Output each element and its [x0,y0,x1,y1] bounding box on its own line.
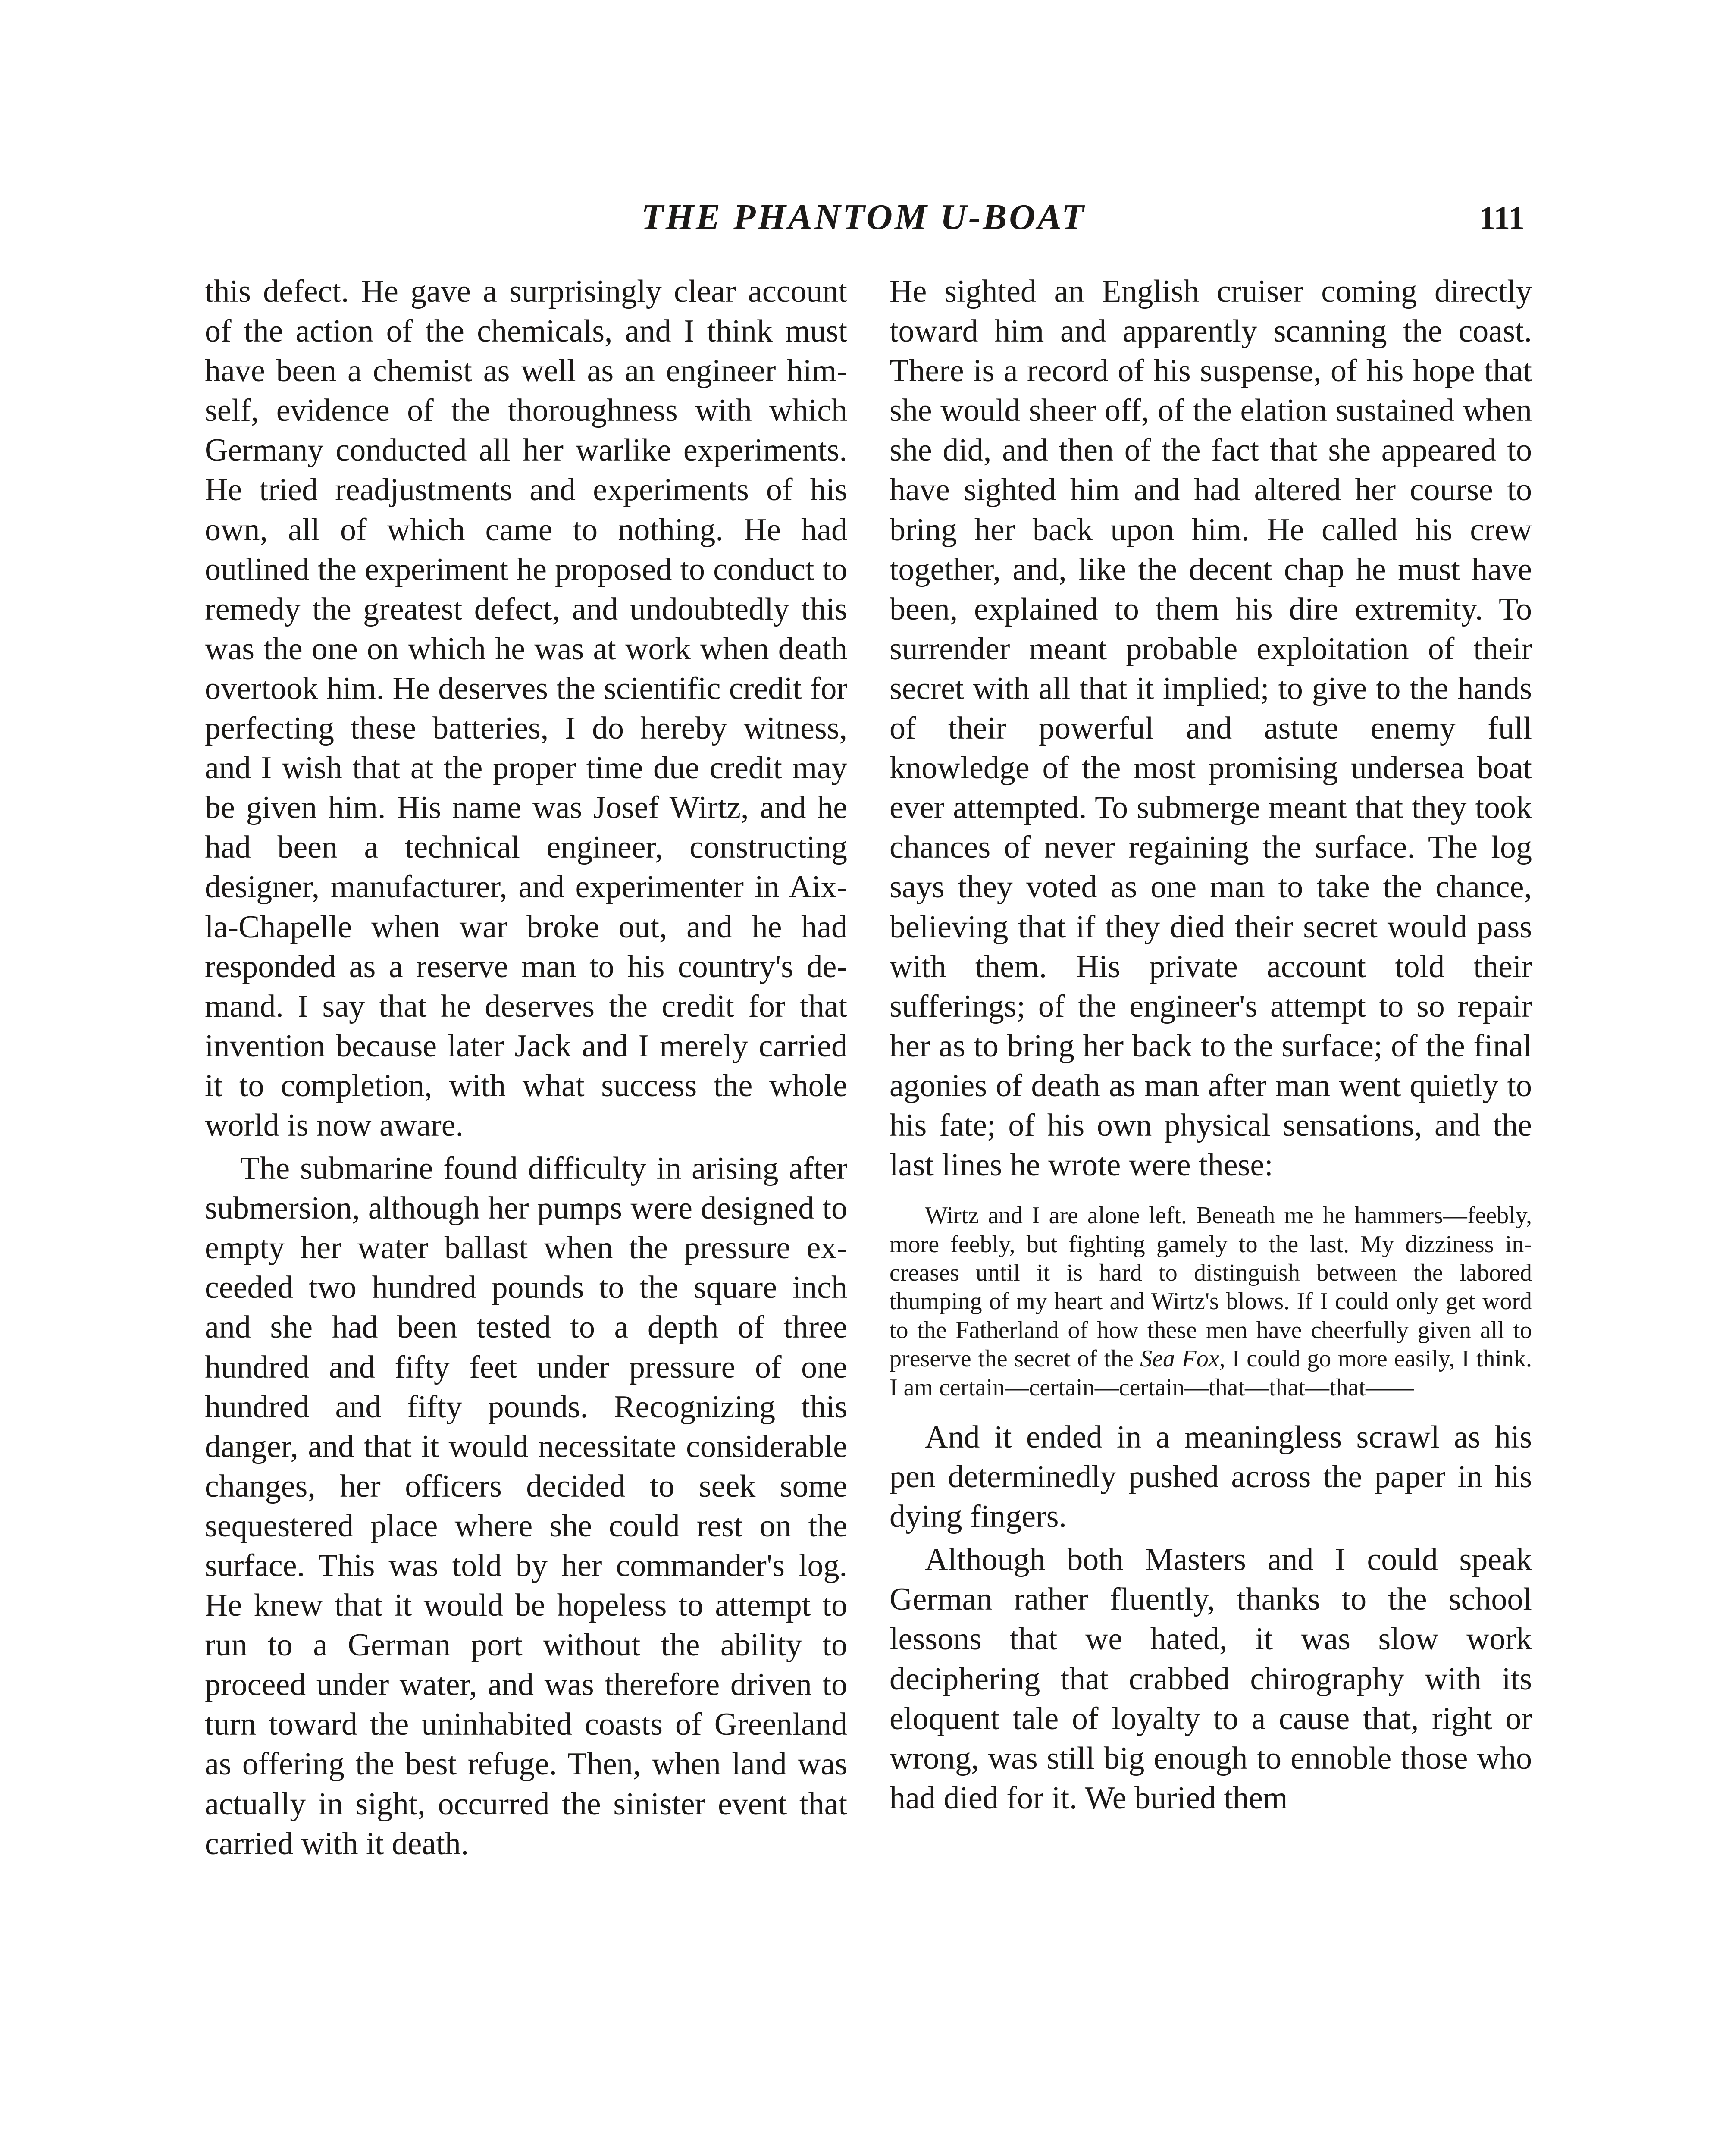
right-paragraph-3: Although both Masters and I could speak German rather fluently, thanks to the school lessons that we hated, it was slow work deciphering that crabbed chirography with its eloquent tale of loyalty to a cause that, right or wrong, was still big enough to ennoble those who had died for it. We buried them [890,1542,1532,1816]
ship-name: Sea Fox, [1140,1345,1225,1373]
right-paragraph-1: He sighted an English cruiser coming directly toward him and apparently scanning the coast. There is a record of his suspense, of his hope that she would sheer off, of the elation sustained when she did, and then of the fact that she appeared to have sighted him and had altered her course to bring her back upon him. He called his crew together, and, like the decent chap he must have been, explained to them his dire extremity. To surrender meant probable exploitation of their secret with all that it implied; to give to the hands of their powerful and astute enemy full knowledge of the most promising undersea boat ever attempted. To submerge meant that they took chances of never regaining the surface. The log says they voted as one man to take the chance, believing that if they died their secret would pass with them. His private account told their sufferings; of the engineer's attempt to so repair her as to bring her back to the surface; of the final agonies of death as man after man went quietly to his fate; of his own physical sensations, and the last lines he wrote were these: [890,274,1532,1183]
running-title: THE PHANTOM U-BOAT [641,197,1086,237]
running-head [203,196,1525,244]
log-extract-text [890,1201,1532,1402]
log-extract [890,1201,1532,1402]
right-column [890,272,1532,1818]
right-paragraph-2: And it ended in a meaningless scrawl as his pen determinedly pushed across the paper in his dying fingers. [890,1420,1532,1535]
left-paragraph-1: this defect. He gave a surprisingly clear account of the action of the chemicals, and I think must have been a chemist as well as an engineer himself, evidence of the thoroughness with which Germany conducted all her warlike experiments. He tried readjustments and experiments of his own, all of which came to nothing. He had outlined the experiment he proposed to conduct to remedy the greatest defect, and undoubtedly this was the one on which he was at work when death overtook him. He deserves the scientific credit for perfecting these batteries, I do hereby witness, and I wish that at the proper time due credit may be given him. His name was Josef Wirtz, and he had been a technical engineer, constructing designer, manufacturer, and experimenter in Aix-la-Chapelle when war broke out, and he had responded as a reserve man to his country's demand. I say that he deserves the credit for that invention because later Jack and I merely carried it to completion, with what success the whole world is now aware. [205,274,847,1143]
log-extract-before: Wirtz and I are alone left. Beneath me he hammers—feebly, more feebly, but fighting gamely to the last. My dizziness increases until it is hard to distinguish between the labored thumping of my heart and Wirtz's blows. If I could only get word to the Fatherland of how these men have cheerfully given all to preserve the secret of the [890,1202,1532,1373]
left-paragraph-2: The submarine found difficulty in arising after submersion, although her pumps were designed to empty her water ballast when the pressure exceeded two hundred pounds to the square inch and she had been tested to a depth of three hundred and fifty feet under pressure of one hundred and fifty pounds. Recognizing this danger, and that it would necessitate considerable changes, her officers decided to seek some sequestered place where she could rest on the surface. This was told by her commander's log. He knew that it would be hopeless to attempt to run to a German port without the ability to proceed under water, and was therefore driven to turn toward the uninhabited coasts of Greenland as offering the best refuge. Then, when land was actually in sight, occurred the sinister event that carried with it death. [205,1151,847,1861]
log-extract-after: I could go more easily, I think. I am certain—certain—certain—that—that—that—— [890,1345,1532,1401]
left-column [205,272,847,1864]
page-number: 111 [1479,200,1525,236]
